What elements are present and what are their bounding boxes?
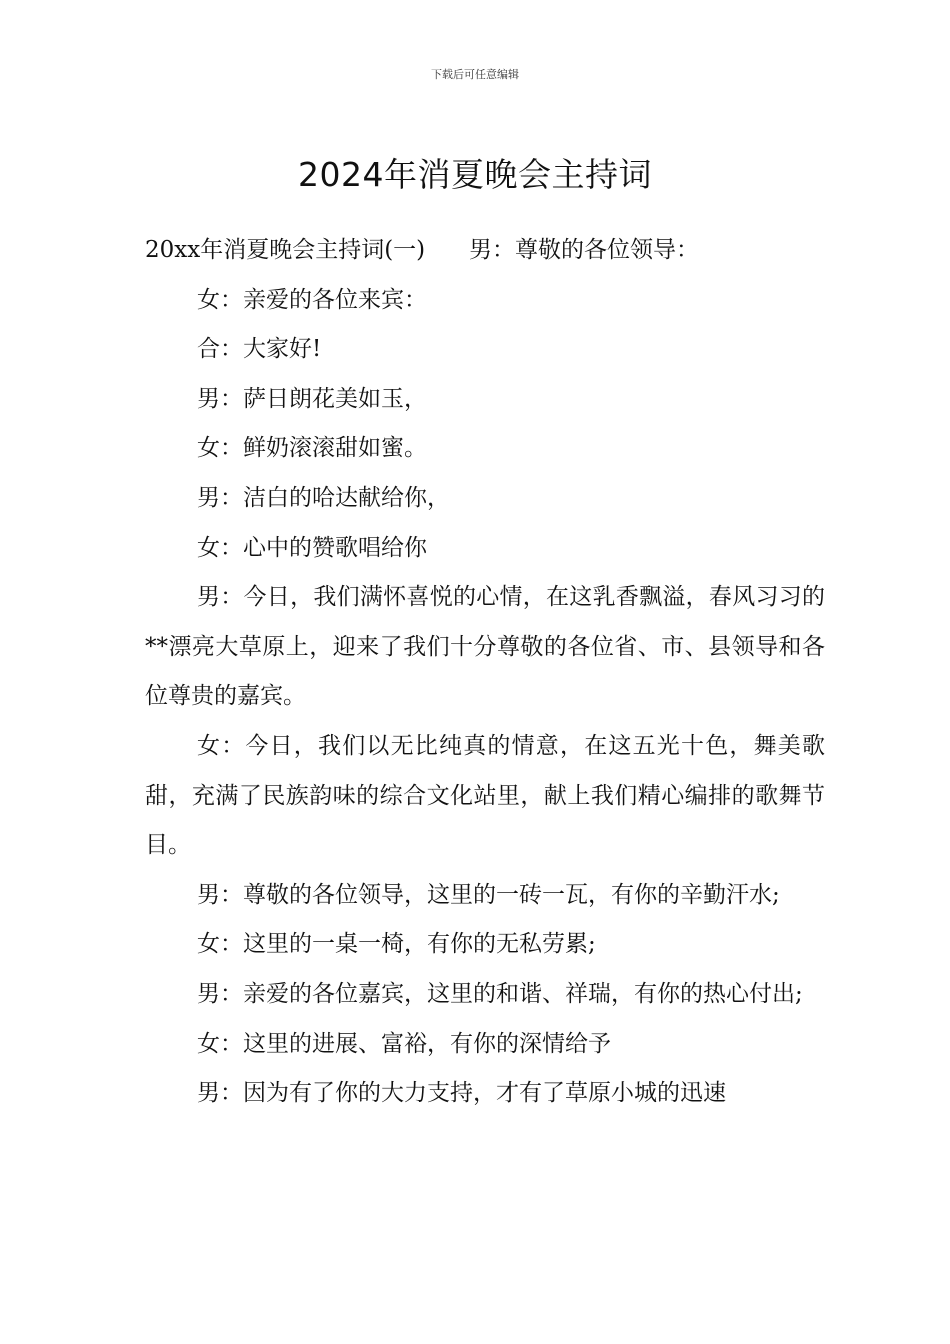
paragraph: 合：大家好! (197, 336, 322, 363)
paragraph: 20xx年消夏晚会主持词(一) 男：尊敬的各位领导： (145, 237, 700, 263)
paragraph: 女：这里的一桌一椅，有你的无私劳累; (197, 931, 596, 958)
paragraph: 女：鲜奶滚滚甜如蜜。 (197, 435, 427, 462)
paragraph: 男：萨日朗花美如玉， (197, 385, 427, 412)
paragraph: 男：尊敬的各位领导，这里的一砖一瓦，有你的辛勤汗水; (197, 881, 780, 908)
header-note: 下载后可任意编辑 (431, 68, 519, 81)
paragraph: 男：洁白的哈达献给你， (197, 484, 450, 511)
paragraph: 女：亲爱的各位来宾： (197, 286, 427, 313)
document-title: 2024年消夏晚会主持词 (298, 155, 652, 195)
paragraph: 女：这里的进展、富裕，有你的深情给予 (197, 1030, 611, 1057)
paragraph: 男：亲爱的各位嘉宾，这里的和谐、祥瑞，有你的热心付出; (197, 980, 803, 1007)
paragraph: 男：今日，我们满怀喜悦的心情，在这乳香飘溢，春风习习的**漂亮大草原上，迎来了我们十分尊敬的各位省、市、县领导和各位尊贵的嘉宾。 (145, 584, 825, 710)
paragraph: 男：因为有了你的大力支持，才有了草原小城的迅速 (197, 1080, 726, 1107)
paragraph: 女：今日，我们以无比纯真的情意，在这五光十色，舞美歌甜，充满了民族韵味的综合文化站里，献上我们精心编排的歌舞节目。 (145, 732, 825, 859)
paragraph: 女：心中的赞歌唱给你 (197, 534, 427, 561)
document-body (145, 226, 825, 1119)
